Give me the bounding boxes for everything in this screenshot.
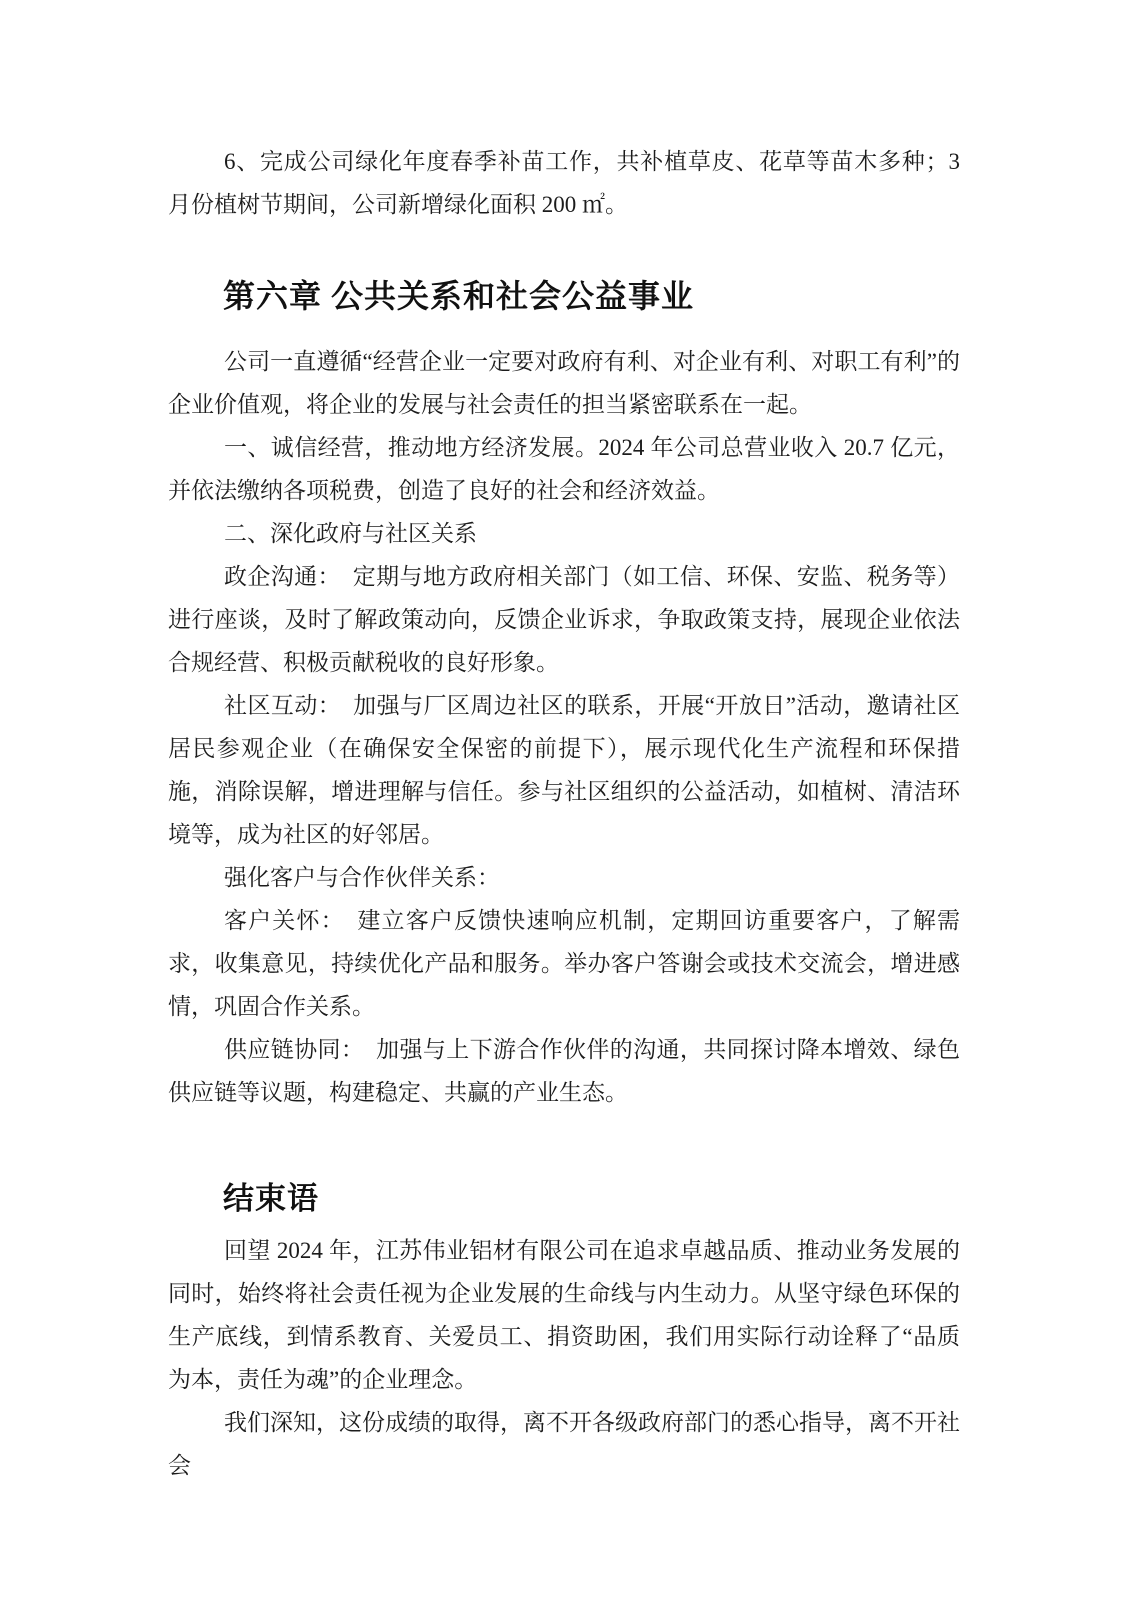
paragraph: 客户关怀： 建立客户反馈快速响应机制，定期回访重要客户，了解需求，收集意见，持续优化产品和服务。举办客户答谢会或技术交流会，增进感情，巩固合作关系。 — [168, 908, 960, 1019]
paragraph: 强化客户与合作伙伴关系： — [224, 865, 500, 890]
paragraph: 社区互动： 加强与厂区周边社区的联系，开展“开放日”活动，邀请社区居民参观企业（在确保安全保密的前提下），展示现代化生产流程和环保措施，消除误解，增进理解与信任。参与社区组织的公益活动，如植树、清洁环境等，成为社区的好邻居。 — [168, 693, 960, 847]
paragraph: 公司一直遵循“经营企业一定要对政府有利、对企业有利、对职工有利”的企业价值观，将企业的发展与社会责任的担当紧密联系在一起。 — [168, 349, 960, 417]
paragraph: 回望 2024 年，江苏伟业铝材有限公司在追求卓越品质、推动业务发展的同时，始终将社会责任视为企业发展的生命线与内生动力。从坚守绿色环保的生产底线，到情系教育、关爱员工、捐资助困，我们用实际行动诠释了“品质为本，责任为魂”的企业理念。 — [168, 1238, 960, 1392]
paragraph: 供应链协同： 加强与上下游合作伙伴的沟通，共同探讨降本增效、绿色供应链等议题，构建稳定、共赢的产业生态。 — [168, 1037, 960, 1105]
paragraph: 政企沟通： 定期与地方政府相关部门（如工信、环保、安监、税务等）进行座谈，及时了解政策动向，反馈企业诉求，争取政策支持，展现企业依法合规经营、积极贡献税收的良好形象。 — [168, 564, 960, 675]
paragraph: 我们深知，这份成绩的取得，离不开各级政府部门的悉心指导，离不开社会 — [168, 1410, 960, 1478]
closing-heading: 结束语 — [223, 1181, 319, 1216]
document-content — [168, 140, 960, 1487]
paragraph: 二、深化政府与社区关系 — [224, 521, 477, 546]
paragraph: 一、诚信经营，推动地方经济发展。2024 年公司总营业收入 20.7 亿元，并依法缴纳各项税费，创造了良好的社会和经济效益。 — [168, 435, 960, 503]
paragraph: 6、完成公司绿化年度春季补苗工作，共补植草皮、花草等苗木多种；3 月份植树节期间，公司新增绿化面积 200 ㎡。 — [168, 149, 960, 217]
chapter-heading: 第六章 公共关系和社会公益事业 — [223, 278, 695, 314]
